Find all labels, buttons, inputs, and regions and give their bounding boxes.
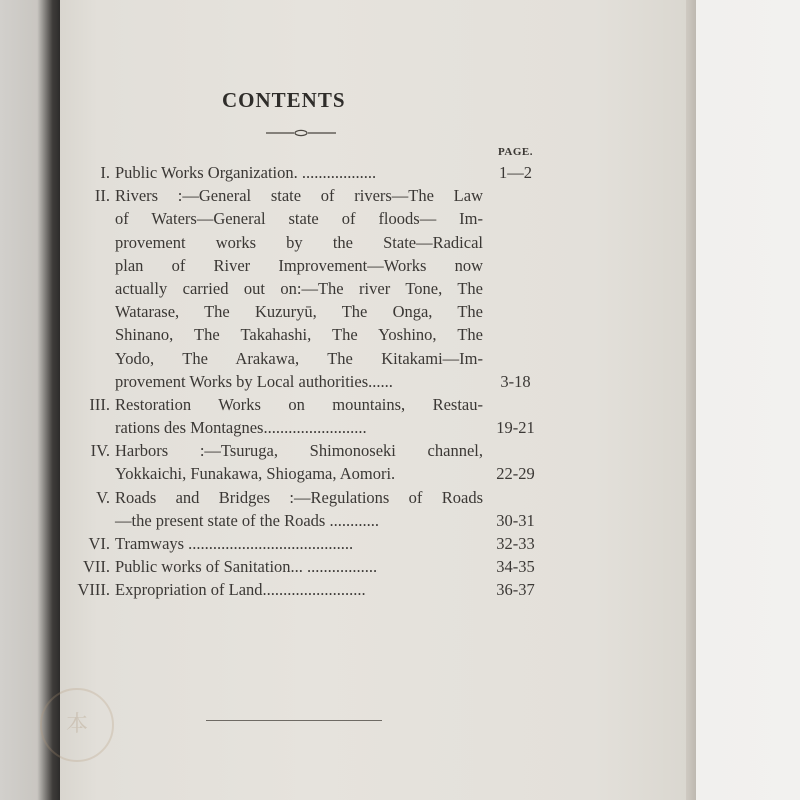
library-stamp: 本 — [40, 688, 114, 762]
toc-line — [0, 439, 800, 462]
toc-numeral: I. — [100, 163, 110, 182]
toc-text: Yokkaichi, Funakawa, Shiogama, Aomori. — [115, 464, 396, 484]
toc-entry — [0, 161, 800, 184]
toc-page-number: 1—2 — [499, 163, 532, 182]
toc-entry — [0, 184, 800, 393]
toc-numeral: II. — [94, 186, 110, 206]
toc-entry — [0, 486, 800, 532]
toc-numeral: VIII. — [77, 580, 110, 600]
toc-text: Tramways ........................................ — [115, 534, 354, 553]
toc-text: —the present state of the Roads ............ — [115, 510, 379, 530]
toc-text: Public Works Organization. .................. — [115, 163, 377, 182]
toc-text: plan of River Improvement—Works now — [115, 255, 483, 275]
toc-text: provement works by the State—Radical — [115, 232, 483, 252]
toc-line — [0, 300, 800, 323]
toc-page-number: 32-33 — [496, 534, 535, 553]
toc-line — [0, 555, 800, 578]
toc-entry — [0, 578, 800, 601]
toc-line — [0, 462, 800, 485]
toc-text: rations des Montagnes......................... — [115, 418, 367, 438]
toc-text: Shinano, The Takahashi, The Yoshino, The — [115, 325, 483, 345]
toc-page-number: 36-37 — [496, 580, 535, 600]
page-column-label: PAGE. — [498, 146, 533, 158]
toc-text: Yodo, The Arakawa, The Kitakami—Im- — [115, 348, 483, 368]
toc-line — [0, 254, 800, 277]
toc-entry — [0, 439, 800, 485]
toc-numeral: VII. — [82, 557, 110, 577]
toc-text: of Waters—General state of floods— Im- — [115, 209, 483, 229]
toc-line — [0, 370, 800, 393]
toc-line — [0, 207, 800, 230]
toc-text: Restoration Works on mountains, Restau- — [115, 394, 483, 414]
toc-text: Roads and Bridges :—Regulations of Roads — [115, 487, 483, 507]
toc-text: provement Works by Local authorities...... — [115, 371, 393, 391]
toc-line — [0, 416, 800, 439]
toc-entry — [0, 393, 800, 439]
toc-line — [0, 486, 800, 509]
toc-entry — [0, 555, 800, 578]
table-of-contents — [0, 161, 800, 602]
page-title: CONTENTS — [222, 88, 346, 112]
ornament-divider-icon — [266, 129, 336, 137]
toc-numeral: III. — [89, 394, 110, 414]
toc-text: actually carried out on:—The river Tone, The — [115, 278, 483, 298]
toc-line — [0, 393, 800, 416]
toc-numeral: VI. — [88, 534, 110, 553]
toc-text: Rivers :—General state of rivers—The Law — [115, 186, 483, 206]
toc-text: Public works of Sanitation... ................. — [115, 557, 378, 577]
toc-numeral: V. — [96, 487, 110, 507]
toc-page-number: 19-21 — [496, 418, 535, 438]
toc-line — [0, 323, 800, 346]
bottom-rule — [206, 720, 382, 721]
toc-line — [0, 509, 800, 532]
toc-text: Watarase, The Kuzuryū, The Onga, The — [115, 302, 483, 322]
toc-page-number: 3-18 — [500, 371, 531, 391]
toc-page-number: 30-31 — [496, 510, 535, 530]
toc-line — [0, 184, 800, 207]
toc-numeral: IV. — [90, 441, 110, 461]
toc-line — [0, 347, 800, 370]
toc-page-number: 34-35 — [496, 557, 535, 577]
toc-line — [0, 277, 800, 300]
toc-line — [0, 161, 800, 184]
toc-line — [0, 578, 800, 601]
toc-entry — [0, 532, 800, 555]
toc-text: Expropriation of Land......................... — [115, 580, 366, 600]
toc-page-number: 22-29 — [496, 464, 535, 484]
toc-line — [0, 532, 800, 555]
toc-text: Harbors :—Tsuruga, Shimonoseki channel, — [115, 441, 483, 461]
toc-line — [0, 231, 800, 254]
